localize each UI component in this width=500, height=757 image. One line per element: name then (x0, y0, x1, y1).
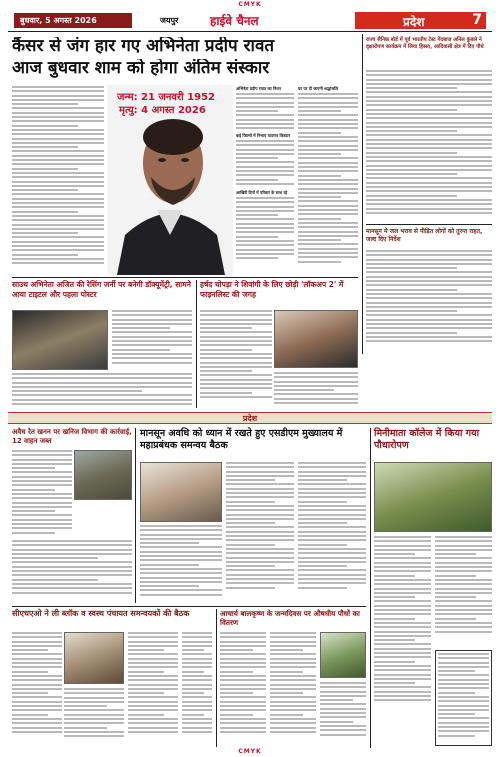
story6-left-rule (370, 428, 371, 748)
page-header (0, 12, 500, 30)
story7-photo (64, 632, 124, 684)
birth-date-label: जन्म: 21 जनवरी 1952 (117, 92, 215, 103)
header-date-box (14, 13, 132, 28)
story2-photo (12, 310, 108, 370)
story3-headline: हर्षद चोपड़ा ने शिवांगी के लिए छोड़ी 'लॉकअप 2' में फाइनलिस्ट की जगह (200, 280, 344, 299)
story2-headline: साउथ अभिनेता अजित की रेसिंग जर्नी पर बनेगी डॉक्यूमेंट्री, सामने आया टाइटल और पहला पोस्टर (12, 280, 191, 299)
lead-subhead-4: घर पर दी जाएगी श्रद्धांजलि (298, 86, 338, 91)
story5-headline: मानसून अवधि को ध्यान में रखते हुए एसडीएम मुख्यालय में महाप्रबंधक समन्वय बैठक (140, 428, 343, 451)
story3-body-1 (200, 310, 272, 408)
header-section: प्रदेश (403, 15, 425, 29)
story8-body-1 (220, 632, 266, 744)
lead-body-left (12, 86, 104, 274)
header-city: जयपुर (160, 16, 179, 25)
story3-body-2 (274, 372, 358, 408)
story3-rule (196, 280, 197, 408)
story7-body-1 (12, 632, 62, 744)
cmyk-mark-top: CMYK (238, 1, 262, 8)
story7-body-3 (128, 632, 178, 744)
story8-body-3 (320, 682, 366, 744)
story8-left-rule (216, 609, 217, 747)
notice-box (435, 650, 492, 746)
death-date-label: मृत्यु: 4 अगस्त 2026 (119, 105, 206, 116)
lead-subhead-3: आखिरी दिनों में परिवार के साथ रहे (236, 190, 288, 195)
section-band-label: प्रदेश (242, 414, 258, 423)
column-rule (362, 34, 363, 354)
cmyk-mark-bottom: CMYK (238, 748, 262, 755)
story7-body-4 (182, 632, 212, 744)
story4-headline: अवैध रेत खनन पर खनिज विभाग की कार्रवाई, 12 वाहन जब्त (12, 428, 132, 445)
right-story-a-headline: राज्य सैनिक बोर्ड में पूर्व भारतीय टेस्ट गेंदबाज अनिल कुंबले ने वृक्षारोपण कार्यक्रम में लिया हिस्सा, आदिवासी क्षेत्र में दिए पौधे (366, 37, 484, 50)
story5-photo (140, 462, 222, 522)
story5-body-1 (140, 525, 222, 603)
right-story-a-body (366, 70, 492, 222)
story8-body-2 (270, 632, 316, 744)
header-section-box (355, 12, 486, 29)
lead-subhead-2: कई फिल्मों में निभाए यादगार किरदार (236, 133, 291, 138)
section-band (8, 412, 492, 424)
story4-body-2 (12, 540, 132, 600)
right-story-b-body (366, 250, 492, 350)
story5-left-rule (135, 428, 136, 603)
story6-body-1 (374, 536, 431, 716)
story8-headline: आचार्य बालकृष्ण के जन्मदिवस पर औषधीय पौधों का वितरण (220, 609, 360, 627)
header-brand: हाईवे चैनल (210, 14, 259, 28)
story6-body-2 (435, 536, 492, 646)
bottom-rule (12, 606, 366, 607)
lead-subhead-1: अभिनेता प्रदीप रावत का निधन (236, 86, 281, 91)
right-divider (366, 224, 492, 225)
header-rule (8, 31, 492, 32)
story7-body-2 (64, 688, 124, 744)
story6-photo (374, 462, 492, 532)
story7-headline: सीएचएओ ने ली ब्लॉक व स्वस्थ पंचायत समन्वयकों की बैठक (12, 609, 190, 618)
story4-photo (74, 450, 132, 500)
story4-body-1 (12, 450, 72, 540)
story5-body-2 (226, 462, 294, 602)
lead-body-right (298, 86, 358, 274)
story5-body-3 (298, 462, 366, 602)
header-date: बुधवार, 5 अगस्त 2026 (20, 16, 97, 25)
story6-headline: मिनीमाता कॉलेज में किया गया पौधारोपण (374, 428, 480, 451)
lead-bottom-rule (12, 277, 358, 278)
lead-body-middle (236, 86, 294, 274)
story2-body-1 (112, 310, 192, 370)
story8-photo (320, 632, 366, 678)
lead-headline-1: कैंसर से जंग हार गए अभिनेता प्रदीप रावत (12, 37, 275, 56)
story3-photo (274, 310, 358, 368)
right-story-b-headline: मानसून में जल भराव से पीड़ित लोगों को तुरन्त राहत, जल्द दिए निर्देश (366, 228, 483, 243)
header-page-number: 7 (472, 12, 482, 28)
lead-headline-2: आज बुधवार शाम को होगा अंतिम संस्कार (12, 59, 270, 78)
lead-photo (107, 85, 233, 275)
story2-body-2 (12, 373, 192, 409)
